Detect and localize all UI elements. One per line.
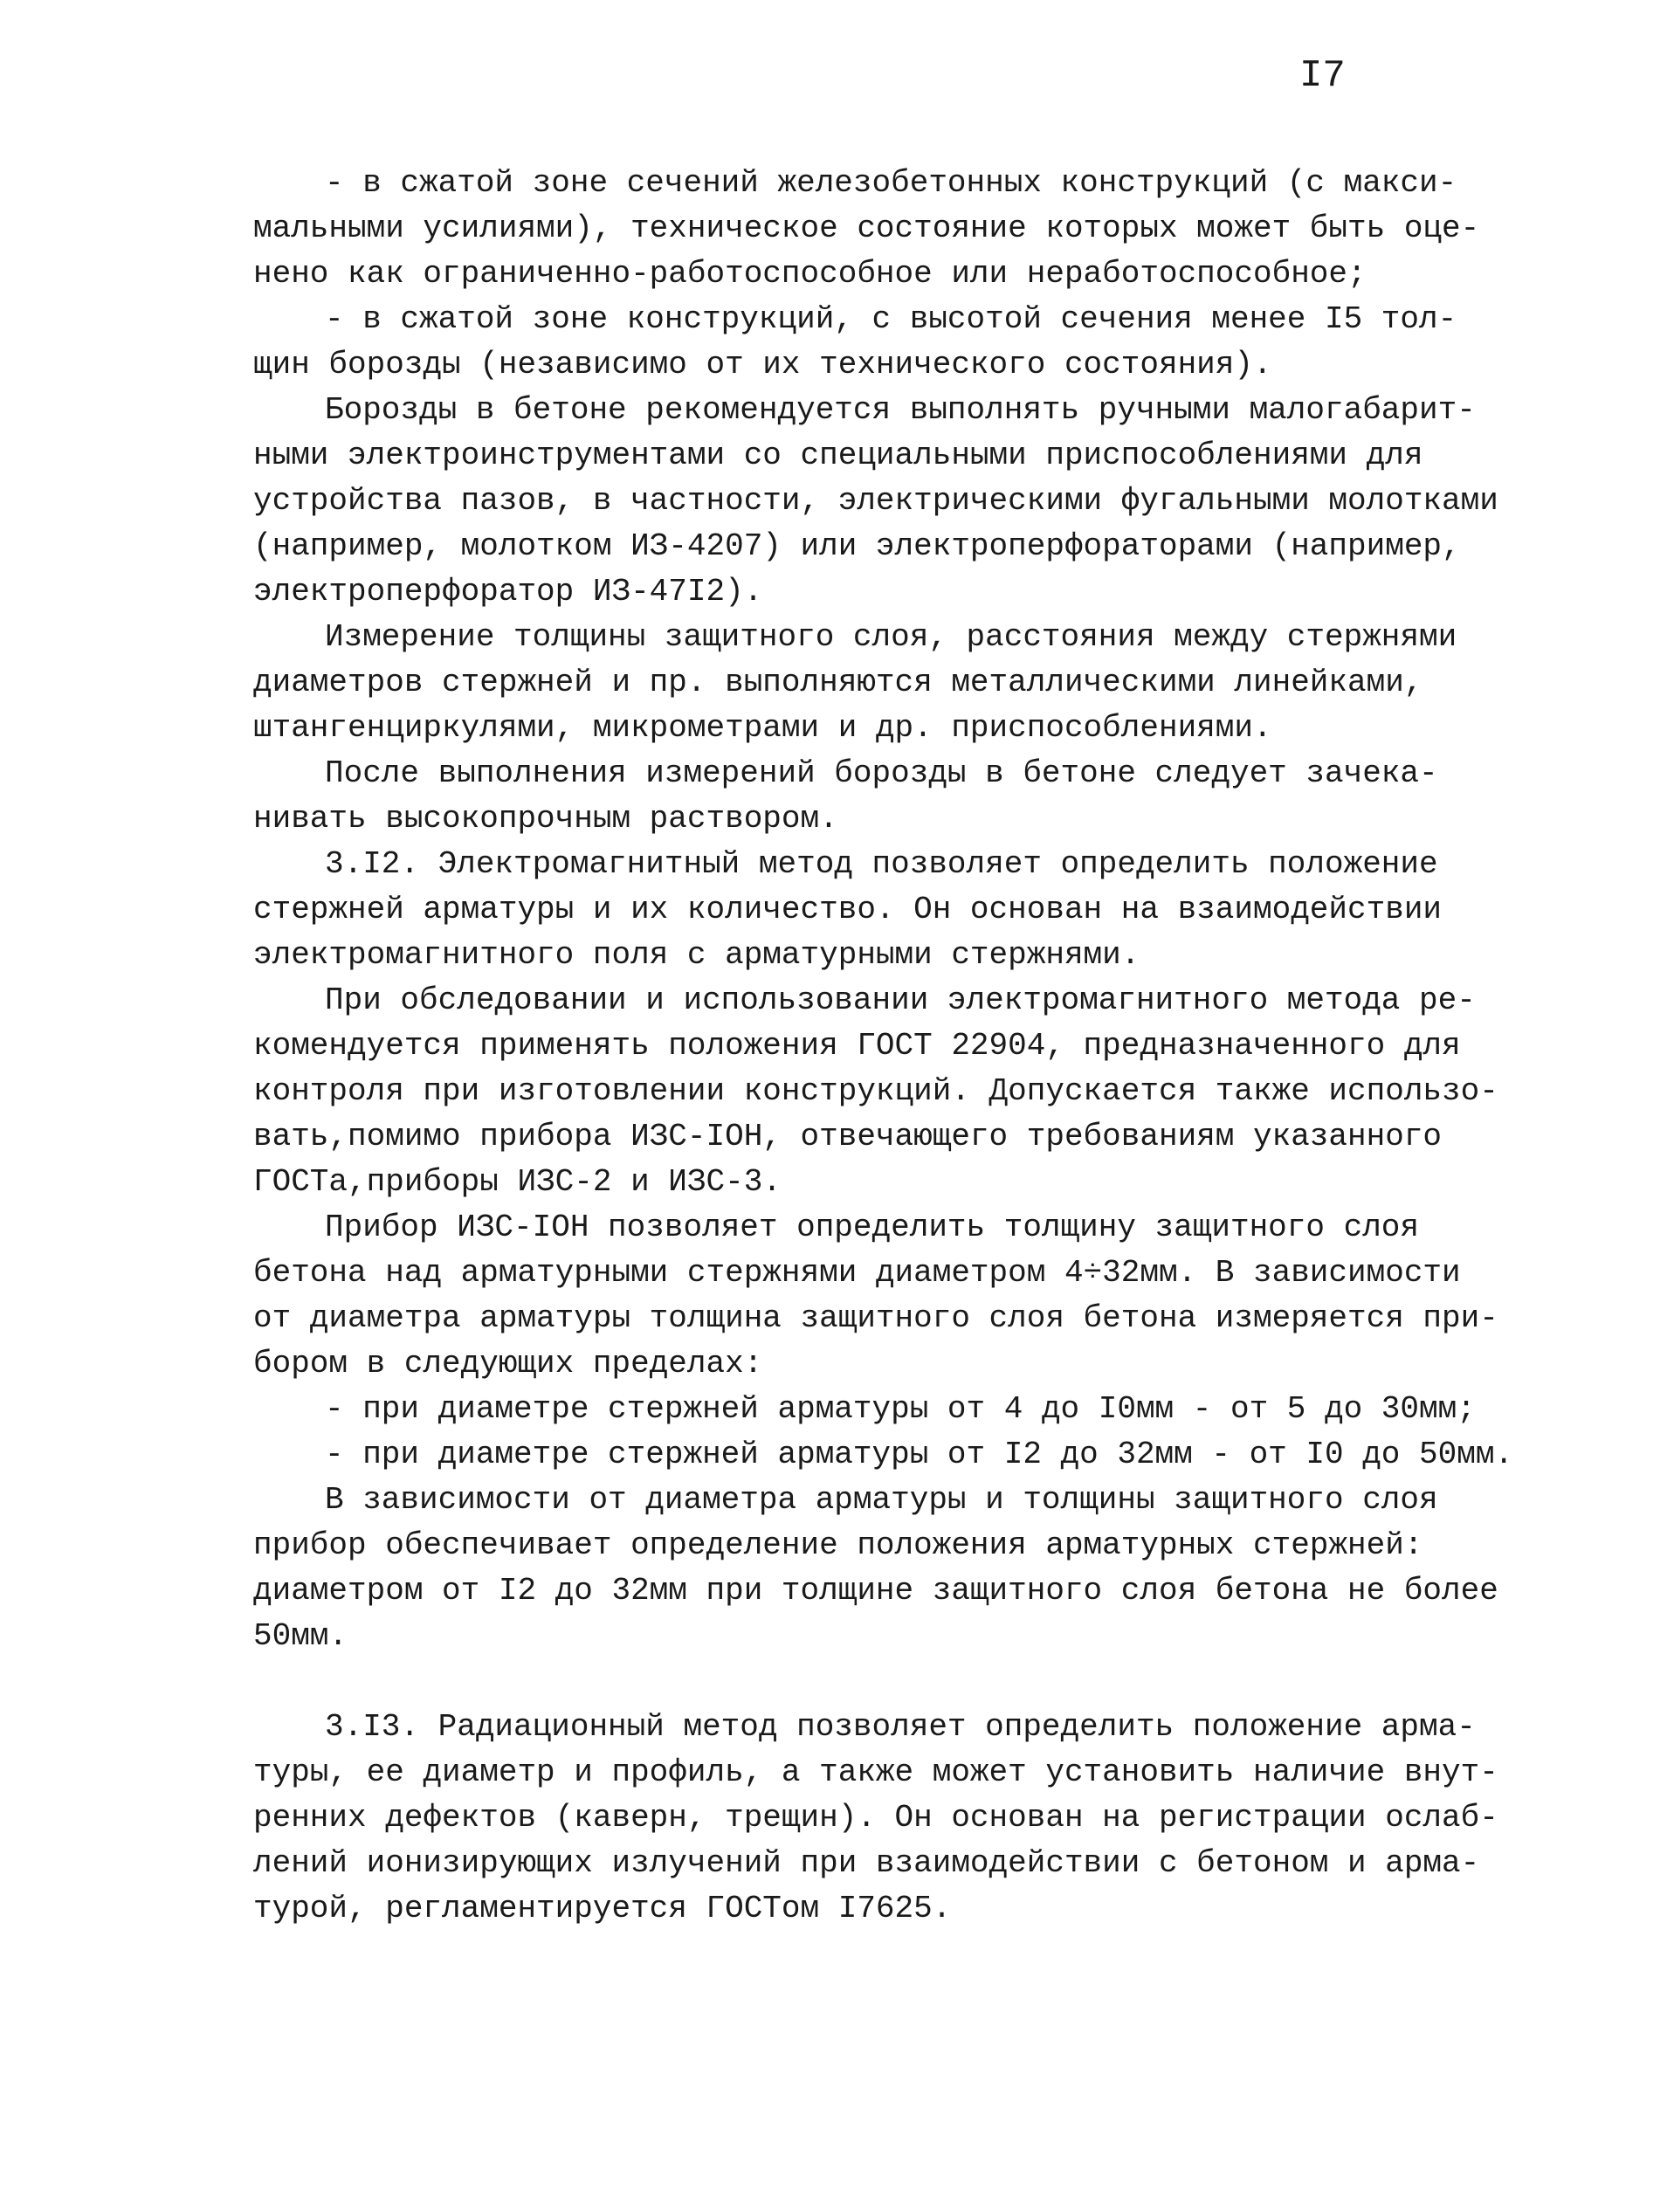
section-3-13-heading-line: 3.I3. Радиационный метод позволяет определить положение арма- (325, 1709, 1476, 1745)
text-line: от диаметра арматуры толщина защитного слоя бетона измеряется при- (253, 1300, 1498, 1336)
page-number: I7 (1299, 54, 1346, 98)
text-line: При обследовании и использовании электромагнитного метода ре- (325, 982, 1476, 1018)
text-line: В зависимости от диаметра арматуры и толщины защитного слоя (325, 1482, 1438, 1518)
text-line: После выполнения измерений борозды в бетоне следует зачека- (325, 755, 1438, 791)
section-3-12-heading-line: 3.I2. Электромагнитный метод позволяет определить положение (325, 846, 1438, 882)
text-line: комендуется применять положения ГОСТ 22904, предназначенного для (253, 1028, 1461, 1064)
text-line: электромагнитного поля с арматурными стержнями. (253, 937, 1140, 973)
text-line: вать,помимо прибора ИЗС-IОН, отвечающего требованиям указанного (253, 1119, 1443, 1154)
text-line: турой, регламентируется ГОСТом I7625. (253, 1891, 952, 1926)
text-line: контроля при изготовлении конструкций. Допускается также использо- (253, 1073, 1498, 1109)
text-line: ными электроинструментами со специальными приспособлениями для (253, 438, 1423, 473)
text-line: нивать высокопрочным раствором. (253, 801, 838, 837)
text-line: - в сжатой зоне конструкций, с высотой сечения менее I5 тол- (325, 301, 1457, 337)
text-line: - в сжатой зоне сечений железобетонных конструкций (с макси- (325, 165, 1457, 201)
text-line: (например, молотком ИЗ-4207) или электроперфораторами (например, (253, 528, 1461, 564)
text-line: щин борозды (независимо от их технического состояния). (253, 347, 1272, 382)
text-line: лений ионизирующих излучений при взаимодействии с бетоном и арма- (253, 1845, 1480, 1881)
text-line: диаметром от I2 до 32мм при толщине защитного слоя бетона не более (253, 1573, 1498, 1609)
text-line: электроперфоратор ИЗ-47I2). (253, 574, 763, 610)
text-line: - при диаметре стержней арматуры от I2 до 32мм - от I0 до 50мм. (325, 1437, 1514, 1472)
text-line: нено как ограниченно-работоспособное или неработоспособное; (253, 256, 1367, 292)
text-line: прибор обеспечивает определение положения арматурных стержней: (253, 1527, 1423, 1563)
text-line: бором в следующих пределах: (253, 1346, 763, 1382)
text-line: Прибор ИЗС-IОН позволяет определить толщину защитного слоя (325, 1209, 1420, 1245)
text-line: Борозды в бетоне рекомендуется выполнять ручными малогабарит- (325, 392, 1476, 428)
text-line: мальными усилиями), техническое состояние которых может быть оце- (253, 210, 1480, 246)
text-line: 50мм. (253, 1618, 348, 1654)
text-line: бетона над арматурными стержнями диаметром 4÷32мм. В зависимости (253, 1255, 1461, 1291)
text-line: Измерение толщины защитного слоя, расстояния между стержнями (325, 619, 1457, 655)
text-line: туры, ее диаметр и профиль, а также может установить наличие внут- (253, 1754, 1498, 1790)
text-line: - при диаметре стержней арматуры от 4 до I0мм - от 5 до 30мм; (325, 1391, 1476, 1427)
text-line: ГОСТа,приборы ИЗС-2 и ИЗС-3. (253, 1164, 782, 1200)
text-line: ренних дефектов (каверн, трещин). Он основан на регистрации ослаб- (253, 1800, 1498, 1836)
text-line: устройства пазов, в частности, электрическими фугальными молотками (253, 483, 1498, 519)
text-line: стержней арматуры и их количество. Он основан на взаимодействии (253, 892, 1443, 927)
body-text (0, 161, 1667, 1932)
text-line: диаметров стержней и пр. выполняются металлическими линейками, (253, 665, 1423, 700)
text-line: штангенциркулями, микрометрами и др. приспособлениями. (253, 710, 1272, 746)
